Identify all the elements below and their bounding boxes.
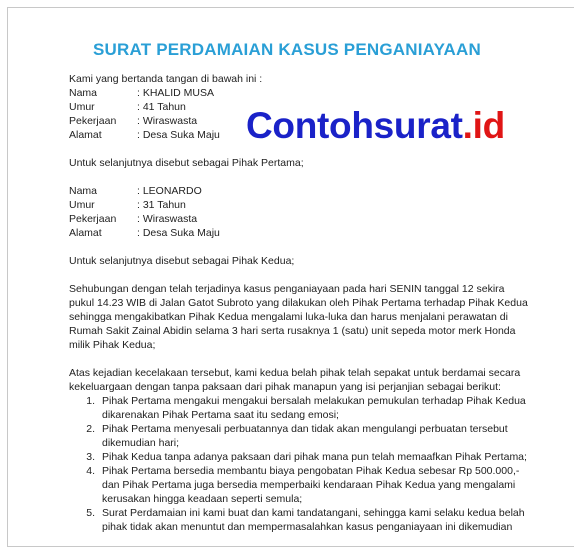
field-label: Umur — [69, 199, 95, 211]
party2-row — [69, 198, 569, 212]
field-label: Pekerjaan — [69, 213, 117, 225]
party2-note: Untuk selanjutnya disebut sebagai Pihak Kedua; — [69, 255, 295, 267]
agreement-points — [69, 394, 569, 534]
party2-row — [69, 184, 569, 198]
paragraph-line: sehingga mengakibatkan Pihak Kedua mengalami luka-luka dan harus menjalani perawatan di — [69, 311, 508, 323]
list-text: dan Pihak Pertama juga bersedia memperbaiki kendaraan Pihak Kedua yang mengalami — [102, 479, 516, 491]
field-value: : Desa Suka Maju — [137, 227, 220, 239]
field-value: : Wiraswasta — [137, 213, 198, 225]
watermark-tld: .id — [462, 105, 505, 146]
party1-row — [69, 100, 569, 114]
list-text: dikemudian hari; — [102, 437, 180, 449]
party1-row — [69, 114, 569, 128]
field-value: : 31 Tahun — [137, 199, 186, 211]
party1-details — [69, 86, 569, 142]
party1-note: Untuk selanjutnya disebut sebagai Pihak Pertama; — [69, 157, 304, 169]
field-value: : LEONARDO — [137, 185, 202, 197]
field-label: Pekerjaan — [69, 115, 117, 127]
list-number: 3. — [86, 451, 95, 463]
paragraph-line: Atas kejadian kecelakaan tersebut, kami kedua belah pihak telah sepakat untuk berdamai secara — [69, 367, 521, 379]
party2-details — [69, 184, 569, 240]
paragraph-line: Sehubungan dengan telah terjadinya kasus penganiayaan pada hari SENIN tanggal 12 sekira — [69, 283, 505, 295]
field-value: : Wiraswasta — [137, 115, 198, 127]
intro-text: Kami yang bertanda tangan di bawah ini : — [69, 73, 263, 85]
list-text: pihak tidak akan menuntut dan mempermasalahkan kasus penganiayaan ini dikemudian — [102, 521, 513, 533]
list-item — [69, 394, 569, 422]
list-number: 4. — [86, 465, 95, 477]
party2-row — [69, 226, 569, 240]
paragraph-line: milik Pihak Kedua; — [69, 339, 156, 351]
incident-paragraph — [69, 282, 569, 352]
document-body — [69, 72, 569, 534]
field-value: : KHALID MUSA — [137, 87, 215, 99]
list-number: 2. — [86, 423, 95, 435]
field-value: : Desa Suka Maju — [137, 129, 220, 141]
list-text: Pihak Kedua tanpa adanya paksaan dari pihak mana pun telah memaafkan Pihak Pertama; — [102, 451, 527, 463]
paragraph-line: Rumah Sakit Zainal Abidin selama 3 hari serta rusaknya 1 (satu) unit sepeda motor merk Honda — [69, 325, 516, 337]
field-label: Umur — [69, 101, 95, 113]
list-item — [69, 450, 569, 464]
list-text: Surat Perdamaian ini kami buat dan kami tandatangani, sehingga kami selaku kedua belah — [102, 507, 525, 519]
document-title: SURAT PERDAMAIAN KASUS PENGANIAYAAN — [93, 40, 481, 59]
watermark-main: Contohsurat — [246, 105, 463, 146]
list-number: 1. — [86, 395, 95, 407]
field-label: Alamat — [69, 129, 102, 141]
list-text: kerusakan hingga keadaan seperti semula; — [102, 493, 303, 505]
party2-row — [69, 212, 569, 226]
paragraph-line: pukul 14.23 WIB di Jalan Gatot Subroto yang dilakukan oleh Pihak Pertama terhadap Pihak Kedua — [69, 297, 528, 309]
field-value: : 41 Tahun — [137, 101, 186, 113]
field-label: Alamat — [69, 227, 102, 239]
list-number: 5. — [86, 507, 95, 519]
party1-row — [69, 128, 569, 142]
list-item — [69, 506, 569, 534]
list-text: Pihak Pertama mengakui mengakui bersalah melakukan pemukulan terhadap Pihak Kedua — [102, 395, 526, 407]
paragraph-line: kekeluargaan dengan tanpa paksaan dari pihak manapun yang isi perjanjian sebagai berikut: — [69, 381, 501, 393]
list-text: dikarenakan Pihak Pertama saat itu sedang emosi; — [102, 409, 339, 421]
agreement-paragraph — [69, 366, 569, 394]
list-text: Pihak Pertama bersedia membantu biaya pengobatan Pihak Kedua sebesar Rp 500.000,- — [102, 465, 520, 477]
field-label: Nama — [69, 87, 98, 99]
list-item — [69, 422, 569, 450]
list-text: Pihak Pertama menyesali perbuatannya dan tidak akan mengulangi perbuatan tersebut — [102, 423, 508, 435]
party1-row — [69, 86, 569, 100]
list-item — [69, 464, 569, 506]
field-label: Nama — [69, 185, 98, 197]
